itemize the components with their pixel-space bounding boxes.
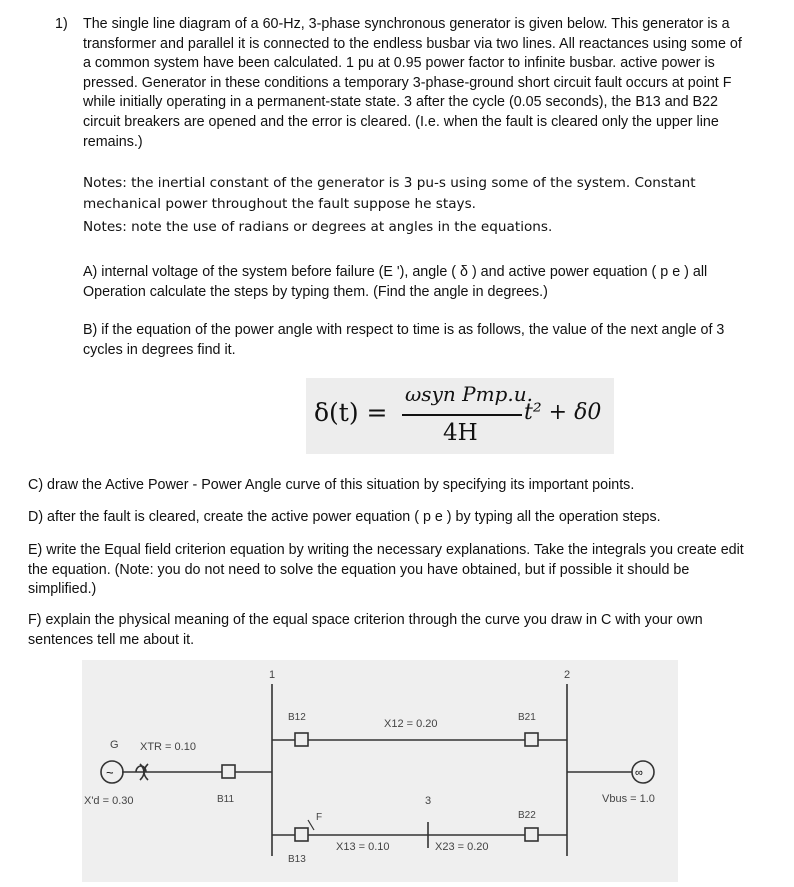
equation-numerator: ωsyn Pmp.u. bbox=[405, 382, 533, 406]
question-d: D) after the fault is cleared, create the active power equation ( p e ) by typing all the operation steps. bbox=[28, 509, 661, 525]
question-c: C) draw the Active Power - Power Angle curve of this situation by specifying its important points. bbox=[28, 477, 635, 493]
generator-tilde-icon: ~ bbox=[106, 765, 114, 780]
equation-lhs: δ(t) = bbox=[314, 398, 388, 427]
equation-box bbox=[306, 378, 614, 454]
bus-1-label: 1 bbox=[269, 669, 276, 681]
x13-label: X13 = 0.10 bbox=[336, 841, 390, 853]
note-units: Notes: note the use of radians or degrees at angles in the equations. bbox=[83, 219, 553, 235]
x12-label: X12 = 0.20 bbox=[384, 718, 438, 730]
question-e: E) write the Equal field criterion equation by writing the necessary explanations. Take the integrals you create edit the equation. (Note: you do not need to solve the equation you have obtained, but if possible it should be simplified.) bbox=[28, 542, 744, 598]
question-b: B) if the equation of the power angle with respect to time is as follows, the value of the next angle of 3 cycles in degrees find it. bbox=[83, 322, 725, 358]
breaker-b11 bbox=[222, 765, 235, 778]
breaker-b13 bbox=[295, 828, 308, 841]
b22-label: B22 bbox=[518, 810, 536, 821]
diagram-svg bbox=[82, 660, 678, 882]
fault-marker bbox=[308, 820, 314, 830]
fraction-bar bbox=[402, 414, 522, 416]
problem-number: 1) bbox=[55, 16, 68, 32]
note-inertia: Notes: the inertial constant of the generator is 3 pu-s using some of the system. Constant mechanical power throughout the fault suppose he stays. bbox=[83, 175, 696, 212]
vbus-label: Vbus = 1.0 bbox=[602, 793, 655, 805]
equation-denominator: 4H bbox=[443, 420, 478, 446]
bus-3-label: 3 bbox=[425, 795, 432, 807]
question-f: F) explain the physical meaning of the equal space criterion through the curve you draw in C with your own sentences tell me about it. bbox=[28, 612, 703, 648]
b13-label: B13 bbox=[288, 854, 306, 865]
gen-label: G bbox=[110, 739, 119, 751]
b11-label: B11 bbox=[217, 794, 235, 805]
question-a: A) internal voltage of the system before failure (E '), angle ( δ ) and active power equation ( p e ) all Operation calculate the steps by typing them. (Find the angle in degrees.) bbox=[83, 264, 708, 300]
b12-label: B12 bbox=[288, 712, 306, 723]
b21-label: B21 bbox=[518, 712, 536, 723]
breaker-b22 bbox=[525, 828, 538, 841]
single-line-diagram bbox=[82, 660, 678, 882]
problem-text: The single line diagram of a 60-Hz, 3-phase synchronous generator is given below. This generator is a transformer and parallel it is connected to the endless busbar via two lines. All reactances using some of a common system have been calculated. 1 pu at 0.95 power factor to infinite busbar. active power is pressed. Generator in these conditions a temporary 3-phase-ground short circuit fault occurs at point F while initially operating in a permanent-state state. 3 after the cycle (0.05 seconds), the B13 and B22 circuit breakers are opened and the error is cleared. (I.e. when the fault is cleared only the upper line remains.) bbox=[83, 16, 742, 150]
equation-rhs: t² + δ0 bbox=[524, 400, 602, 425]
breaker-b21 bbox=[525, 733, 538, 746]
breaker-b12 bbox=[295, 733, 308, 746]
fault-label: F bbox=[316, 812, 323, 823]
bus-2-label: 2 bbox=[564, 669, 571, 681]
xtr-label: XTR = 0.10 bbox=[140, 741, 196, 753]
xd-label: X'd = 0.30 bbox=[84, 795, 134, 807]
x23-label: X23 = 0.20 bbox=[435, 841, 489, 853]
infinity-icon: ∞ bbox=[635, 767, 643, 779]
